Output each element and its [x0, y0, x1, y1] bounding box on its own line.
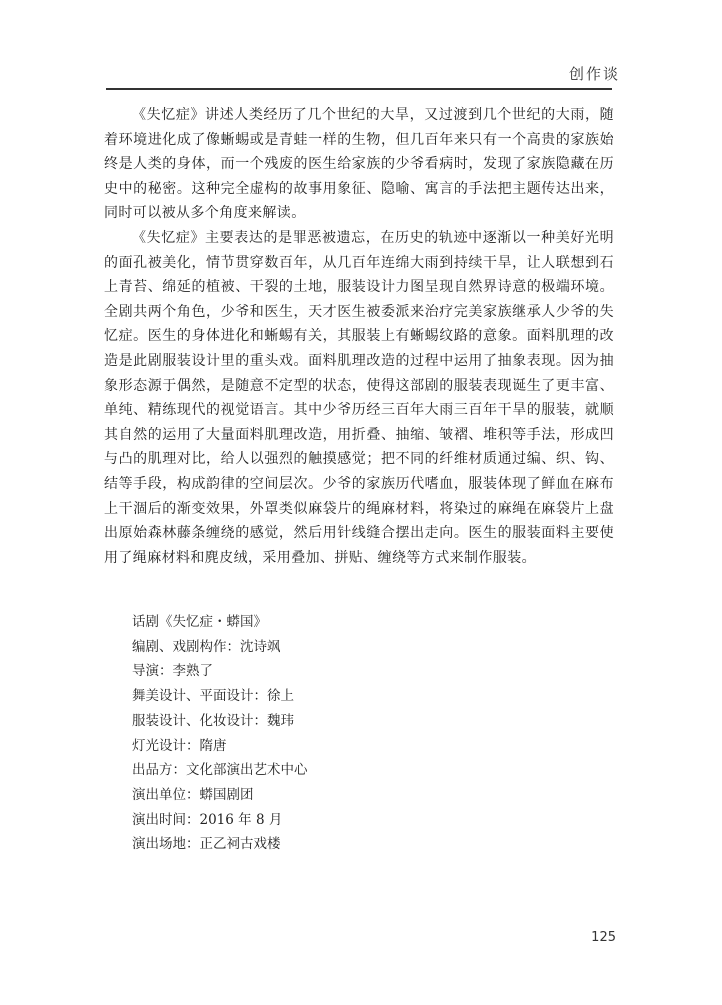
credit-line: 出品方：文化部演出艺术中心	[132, 762, 308, 779]
article-body	[104, 103, 614, 570]
credit-line: 演出时间：2016 年 8 月	[132, 811, 283, 828]
credit-line: 演出单位：蟒国剧团	[132, 786, 254, 803]
credit-line: 舞美设计、平面设计：徐上	[132, 688, 294, 705]
credit-line: 灯光设计：隋唐	[132, 737, 227, 754]
production-credits	[132, 610, 552, 857]
credit-line: 演出场地：正乙祠古戏楼	[132, 836, 281, 853]
credit-line: 导演：李熟了	[132, 663, 213, 680]
body-paragraph: 《失忆症》主要表达的是罪恶被遗忘，在历史的轨迹中逐渐以一种美好光明的面孔被美化，情节贯穿数百年，从几百年连绵大雨到持续干旱，让人联想到石上青苔、绵延的植被、干裂的土地，服装设计力图呈现自然界诗意的极端环境。全剧共两个角色，少爷和医生，天才医生被委派来治疗完美家族继承人少爷的失忆症。医生的身体进化和蜥蜴有关，其服装上有蜥蜴纹路的意象。面料肌理的改造是此剧服装设计里的重头戏。面料肌理改造的过程中运用了抽象表现。因为抽象形态源于偶然，是随意不定型的状态，使得这部剧的服装表现诞生了更丰富、单纯、精练现代的视觉语言。其中少爷历经三百年大雨三百年干旱的服装，就顺其自然的运用了大量面料肌理改造，用折叠、抽缩、皱褶、堆积等手法，形成凹与凸的肌理对比，给人以强烈的触摸感觉；把不同的纤维材质通过编、织、钩、结等手段，构成韵律的空间层次。少爷的家族历代嗜血，服装体现了鲜血在麻布上干涸后的渐变效果，外罩类似麻袋片的绳麻材料，将染过的麻绳在麻袋片上盘出原始森林藤条缠绕的感觉，然后用针线缝合摆出走向。医生的服装面料主要使用了绳麻材料和麂皮绒，采用叠加、拼贴、缠绕等方式来制作服装。	[104, 229, 614, 566]
section-title: 创作谈	[568, 65, 620, 83]
header-rule	[106, 88, 612, 90]
credit-line: 话剧《失忆症・蟒国》	[132, 614, 267, 630]
body-paragraph: 《失忆症》讲述人类经历了几个世纪的大旱，又过渡到几个世纪的大雨，随着环境进化成了像蜥蜴或是青蛙一样的生物，但几百年来只有一个高贵的家族始终是人类的身体，而一个残废的医生给家族的少爷看病时，发现了家族隐藏在历史中的秘密。这种完全虚构的故事用象征、隐喻、寓言的手法把主题传达出来，同时可以被从多个角度来解读。	[104, 107, 614, 222]
page-number: 125	[591, 930, 616, 945]
credit-line: 服装设计、化妆设计：魏玮	[132, 712, 294, 729]
credit-line: 编剧、戏剧构作：沈诗飒	[132, 638, 281, 655]
